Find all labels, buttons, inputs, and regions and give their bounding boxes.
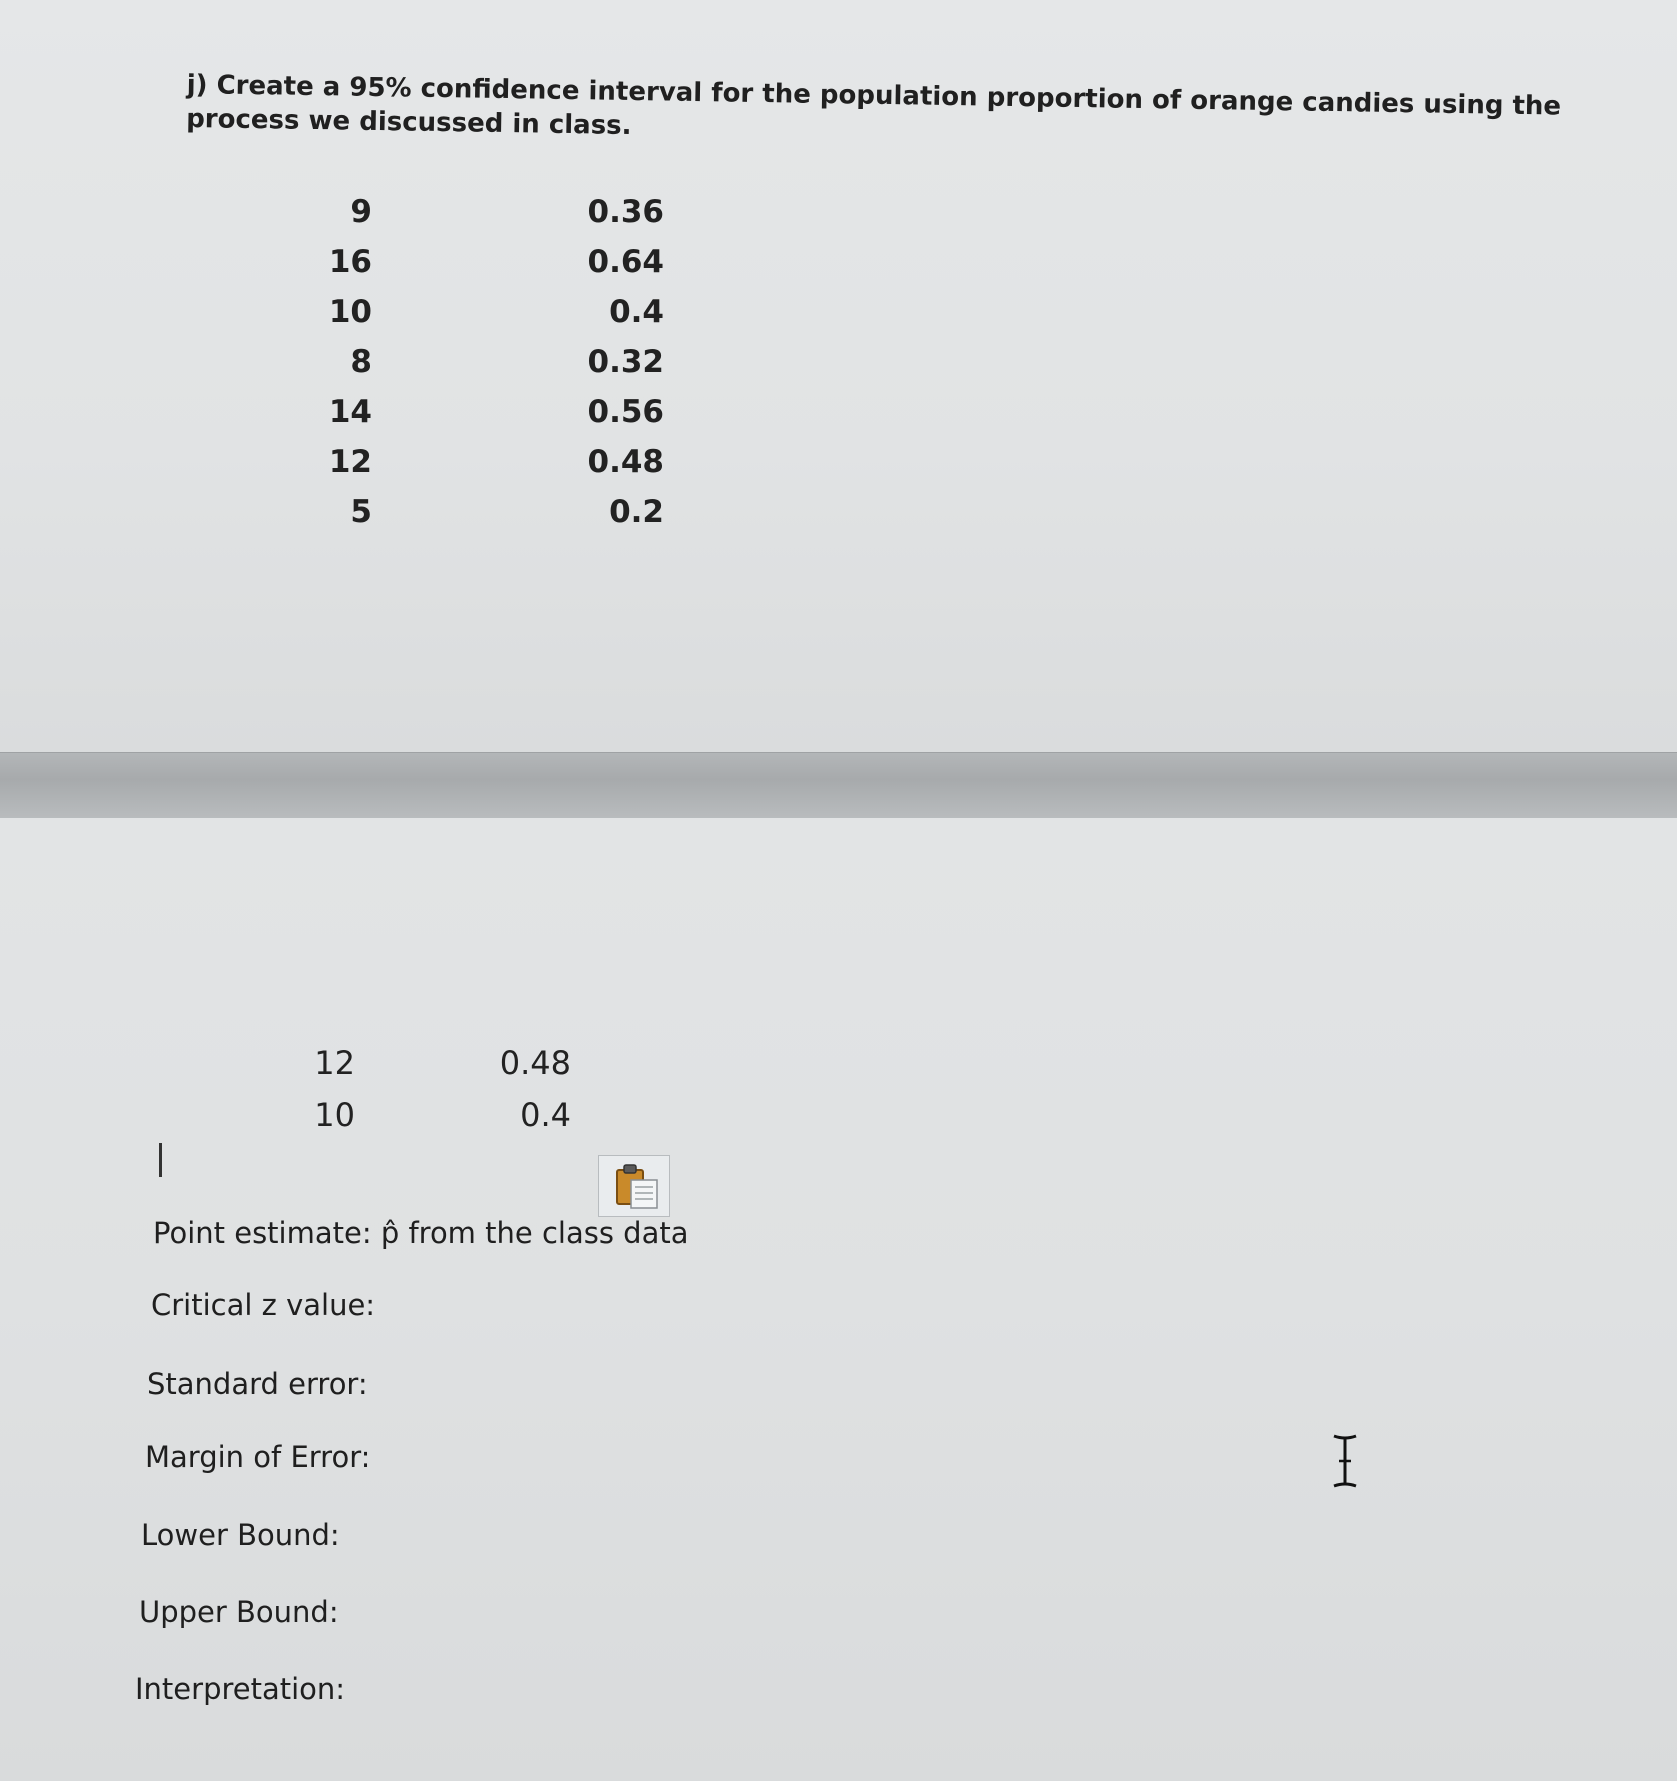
table-row xyxy=(290,237,664,287)
count-cell[interactable]: 12 xyxy=(314,1044,355,1082)
table-row xyxy=(280,1037,571,1089)
table-row xyxy=(290,287,664,337)
standard-error-label[interactable]: Standard error: xyxy=(147,1367,368,1401)
paste-options-icon[interactable] xyxy=(598,1155,670,1217)
proportion-cell[interactable]: 0.48 xyxy=(499,1044,571,1082)
count-cell[interactable]: 9 xyxy=(350,194,372,230)
count-cell[interactable]: 5 xyxy=(350,494,372,530)
count-cell[interactable]: 12 xyxy=(328,444,372,480)
proportion-cell[interactable]: 0.56 xyxy=(587,394,664,430)
page-break-divider xyxy=(0,752,1677,820)
table-row xyxy=(290,437,664,487)
proportion-cell[interactable]: 0.2 xyxy=(609,494,664,530)
table-row xyxy=(290,487,664,537)
table-row xyxy=(290,337,664,387)
table-row xyxy=(290,187,664,237)
critical-z-label[interactable]: Critical z value: xyxy=(151,1288,376,1322)
proportion-cell[interactable]: 0.48 xyxy=(587,444,664,480)
margin-of-error-label[interactable]: Margin of Error: xyxy=(145,1440,371,1474)
count-cell[interactable]: 8 xyxy=(350,344,372,380)
proportion-cell[interactable]: 0.32 xyxy=(587,344,664,380)
count-cell[interactable]: 10 xyxy=(328,294,372,330)
table-row xyxy=(280,1089,571,1141)
count-cell[interactable]: 14 xyxy=(328,394,372,430)
top-data-table xyxy=(290,187,664,537)
interpretation-label[interactable]: Interpretation: xyxy=(135,1672,346,1706)
lower-bound-label[interactable]: Lower Bound: xyxy=(141,1518,340,1552)
table-row xyxy=(290,387,664,437)
text-caret xyxy=(159,1143,162,1177)
bottom-data-table xyxy=(280,1037,571,1141)
count-cell[interactable]: 10 xyxy=(314,1096,355,1134)
proportion-cell[interactable]: 0.64 xyxy=(587,244,664,280)
upper-bound-label[interactable]: Upper Bound: xyxy=(139,1595,339,1629)
question-text: j) Create a 95% confidence interval for the population proportion of orange candies using the process we discussed in class. xyxy=(185,69,1562,141)
proportion-cell[interactable]: 0.4 xyxy=(609,294,664,330)
proportion-cell[interactable]: 0.4 xyxy=(520,1096,571,1134)
point-estimate-label[interactable]: Point estimate: p̂ from the class data xyxy=(153,1216,689,1250)
proportion-cell[interactable]: 0.36 xyxy=(587,194,664,230)
count-cell[interactable]: 16 xyxy=(328,244,372,280)
ibeam-cursor-icon xyxy=(1328,1432,1362,1494)
